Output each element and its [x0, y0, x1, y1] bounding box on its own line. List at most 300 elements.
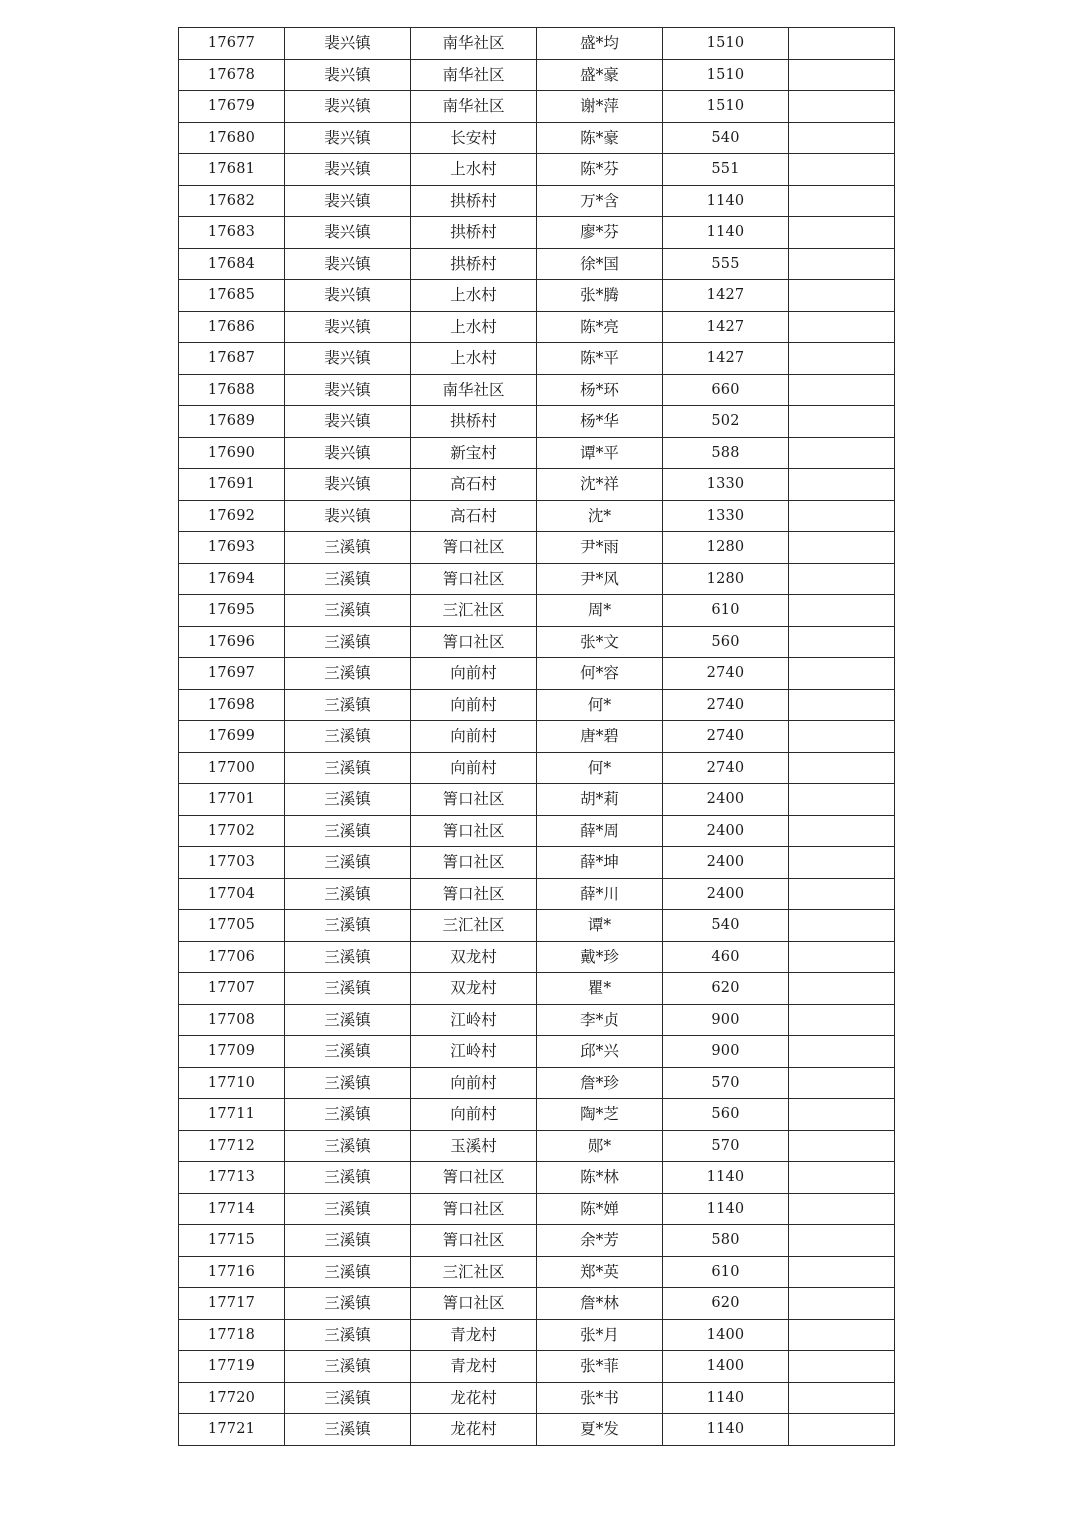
- amount-cell: 2740: [663, 689, 789, 721]
- town-cell: 裴兴镇: [285, 185, 411, 217]
- name-cell: 陈*豪: [537, 122, 663, 154]
- name-cell: 杨*华: [537, 406, 663, 438]
- serial-number-cell: 17719: [179, 1351, 285, 1383]
- note-cell: [789, 217, 895, 249]
- town-cell: 三溪镇: [285, 658, 411, 690]
- serial-number-cell: 17678: [179, 59, 285, 91]
- name-cell: 郑*英: [537, 1256, 663, 1288]
- note-cell: [789, 1004, 895, 1036]
- table-row: [179, 154, 895, 186]
- village-cell: 青龙村: [411, 1319, 537, 1351]
- serial-number-cell: 17709: [179, 1036, 285, 1068]
- serial-number-cell: 17693: [179, 532, 285, 564]
- table-row: [179, 1319, 895, 1351]
- name-cell: 何*: [537, 752, 663, 784]
- serial-number-cell: 17695: [179, 595, 285, 627]
- amount-cell: 2400: [663, 847, 789, 879]
- name-cell: 陶*芝: [537, 1099, 663, 1131]
- table-row: [179, 1351, 895, 1383]
- serial-number-cell: 17706: [179, 941, 285, 973]
- table-row: [179, 1004, 895, 1036]
- note-cell: [789, 248, 895, 280]
- town-cell: 三溪镇: [285, 1319, 411, 1351]
- town-cell: 三溪镇: [285, 815, 411, 847]
- note-cell: [789, 1099, 895, 1131]
- amount-cell: 610: [663, 1256, 789, 1288]
- village-cell: 向前村: [411, 752, 537, 784]
- table-row: [179, 185, 895, 217]
- name-cell: 薛*周: [537, 815, 663, 847]
- note-cell: [789, 1288, 895, 1320]
- serial-number-cell: 17713: [179, 1162, 285, 1194]
- town-cell: 三溪镇: [285, 1193, 411, 1225]
- village-cell: 箐口社区: [411, 847, 537, 879]
- village-cell: 双龙村: [411, 941, 537, 973]
- amount-cell: 2740: [663, 658, 789, 690]
- serial-number-cell: 17684: [179, 248, 285, 280]
- town-cell: 裴兴镇: [285, 437, 411, 469]
- amount-cell: 620: [663, 1288, 789, 1320]
- table-row: [179, 941, 895, 973]
- town-cell: 裴兴镇: [285, 28, 411, 60]
- town-cell: 裴兴镇: [285, 122, 411, 154]
- serial-number-cell: 17717: [179, 1288, 285, 1320]
- note-cell: [789, 1319, 895, 1351]
- amount-cell: 580: [663, 1225, 789, 1257]
- serial-number-cell: 17710: [179, 1067, 285, 1099]
- table-row: [179, 1382, 895, 1414]
- serial-number-cell: 17698: [179, 689, 285, 721]
- town-cell: 三溪镇: [285, 1351, 411, 1383]
- village-cell: 高石村: [411, 469, 537, 501]
- amount-cell: 1140: [663, 185, 789, 217]
- name-cell: 盛*均: [537, 28, 663, 60]
- note-cell: [789, 469, 895, 501]
- table-row: [179, 815, 895, 847]
- table-row: [179, 469, 895, 501]
- name-cell: 尹*雨: [537, 532, 663, 564]
- note-cell: [789, 1193, 895, 1225]
- table-row: [179, 248, 895, 280]
- village-cell: 三汇社区: [411, 910, 537, 942]
- village-cell: 向前村: [411, 658, 537, 690]
- town-cell: 裴兴镇: [285, 217, 411, 249]
- table-row: [179, 343, 895, 375]
- name-cell: 詹*林: [537, 1288, 663, 1320]
- serial-number-cell: 17688: [179, 374, 285, 406]
- village-cell: 箐口社区: [411, 563, 537, 595]
- village-cell: 拱桥村: [411, 217, 537, 249]
- town-cell: 三溪镇: [285, 689, 411, 721]
- town-cell: 三溪镇: [285, 721, 411, 753]
- table-row: [179, 1036, 895, 1068]
- amount-cell: 1427: [663, 311, 789, 343]
- amount-cell: 555: [663, 248, 789, 280]
- note-cell: [789, 154, 895, 186]
- serial-number-cell: 17712: [179, 1130, 285, 1162]
- amount-cell: 1510: [663, 28, 789, 60]
- village-cell: 玉溪村: [411, 1130, 537, 1162]
- serial-number-cell: 17686: [179, 311, 285, 343]
- serial-number-cell: 17692: [179, 500, 285, 532]
- note-cell: [789, 910, 895, 942]
- name-cell: 夏*发: [537, 1414, 663, 1446]
- serial-number-cell: 17694: [179, 563, 285, 595]
- amount-cell: 1330: [663, 469, 789, 501]
- serial-number-cell: 17716: [179, 1256, 285, 1288]
- town-cell: 三溪镇: [285, 910, 411, 942]
- village-cell: 三汇社区: [411, 1256, 537, 1288]
- amount-cell: 1140: [663, 217, 789, 249]
- village-cell: 龙花村: [411, 1414, 537, 1446]
- town-cell: 三溪镇: [285, 847, 411, 879]
- note-cell: [789, 1414, 895, 1446]
- amount-cell: 460: [663, 941, 789, 973]
- table-row: [179, 280, 895, 312]
- amount-cell: 1140: [663, 1414, 789, 1446]
- village-cell: 南华社区: [411, 59, 537, 91]
- table-row: [179, 973, 895, 1005]
- note-cell: [789, 406, 895, 438]
- village-cell: 箐口社区: [411, 1162, 537, 1194]
- amount-cell: 570: [663, 1067, 789, 1099]
- table-row: [179, 311, 895, 343]
- name-cell: 詹*珍: [537, 1067, 663, 1099]
- note-cell: [789, 1256, 895, 1288]
- town-cell: 裴兴镇: [285, 91, 411, 123]
- note-cell: [789, 185, 895, 217]
- town-cell: 三溪镇: [285, 1130, 411, 1162]
- note-cell: [789, 374, 895, 406]
- note-cell: [789, 689, 895, 721]
- town-cell: 裴兴镇: [285, 311, 411, 343]
- name-cell: 张*月: [537, 1319, 663, 1351]
- note-cell: [789, 1162, 895, 1194]
- name-cell: 唐*碧: [537, 721, 663, 753]
- table-row: [179, 878, 895, 910]
- note-cell: [789, 1382, 895, 1414]
- note-cell: [789, 626, 895, 658]
- amount-cell: 560: [663, 626, 789, 658]
- table-row: [179, 1193, 895, 1225]
- name-cell: 陈*婵: [537, 1193, 663, 1225]
- table-row: [179, 847, 895, 879]
- amount-cell: 1280: [663, 563, 789, 595]
- serial-number-cell: 17701: [179, 784, 285, 816]
- village-cell: 江岭村: [411, 1004, 537, 1036]
- name-cell: 谭*平: [537, 437, 663, 469]
- town-cell: 三溪镇: [285, 1414, 411, 1446]
- village-cell: 上水村: [411, 154, 537, 186]
- serial-number-cell: 17690: [179, 437, 285, 469]
- table-row: [179, 1067, 895, 1099]
- amount-cell: 551: [663, 154, 789, 186]
- name-cell: 陈*芬: [537, 154, 663, 186]
- amount-cell: 560: [663, 1099, 789, 1131]
- name-cell: 张*菲: [537, 1351, 663, 1383]
- town-cell: 三溪镇: [285, 973, 411, 1005]
- village-cell: 箐口社区: [411, 1193, 537, 1225]
- amount-cell: 1280: [663, 532, 789, 564]
- table-row: [179, 122, 895, 154]
- name-cell: 陈*林: [537, 1162, 663, 1194]
- table-row: [179, 28, 895, 60]
- name-cell: 谭*: [537, 910, 663, 942]
- serial-number-cell: 17689: [179, 406, 285, 438]
- serial-number-cell: 17687: [179, 343, 285, 375]
- name-cell: 张*文: [537, 626, 663, 658]
- amount-cell: 660: [663, 374, 789, 406]
- serial-number-cell: 17696: [179, 626, 285, 658]
- note-cell: [789, 500, 895, 532]
- amount-cell: 2400: [663, 815, 789, 847]
- note-cell: [789, 280, 895, 312]
- note-cell: [789, 941, 895, 973]
- note-cell: [789, 28, 895, 60]
- note-cell: [789, 1067, 895, 1099]
- serial-number-cell: 17682: [179, 185, 285, 217]
- name-cell: 盛*豪: [537, 59, 663, 91]
- amount-cell: 2400: [663, 784, 789, 816]
- town-cell: 三溪镇: [285, 563, 411, 595]
- amount-cell: 1427: [663, 343, 789, 375]
- amount-cell: 900: [663, 1036, 789, 1068]
- name-cell: 沈*祥: [537, 469, 663, 501]
- village-cell: 上水村: [411, 280, 537, 312]
- village-cell: 向前村: [411, 1099, 537, 1131]
- note-cell: [789, 437, 895, 469]
- town-cell: 裴兴镇: [285, 500, 411, 532]
- village-cell: 箐口社区: [411, 878, 537, 910]
- amount-cell: 2740: [663, 721, 789, 753]
- table-row: [179, 595, 895, 627]
- village-cell: 上水村: [411, 311, 537, 343]
- village-cell: 箐口社区: [411, 815, 537, 847]
- serial-number-cell: 17683: [179, 217, 285, 249]
- town-cell: 三溪镇: [285, 1004, 411, 1036]
- name-cell: 张*腾: [537, 280, 663, 312]
- town-cell: 裴兴镇: [285, 374, 411, 406]
- name-cell: 沈*: [537, 500, 663, 532]
- serial-number-cell: 17699: [179, 721, 285, 753]
- note-cell: [789, 563, 895, 595]
- village-cell: 江岭村: [411, 1036, 537, 1068]
- serial-number-cell: 17715: [179, 1225, 285, 1257]
- serial-number-cell: 17707: [179, 973, 285, 1005]
- note-cell: [789, 878, 895, 910]
- table-row: [179, 1162, 895, 1194]
- name-cell: 瞿*: [537, 973, 663, 1005]
- amount-cell: 1400: [663, 1319, 789, 1351]
- town-cell: 三溪镇: [285, 532, 411, 564]
- name-cell: 余*芳: [537, 1225, 663, 1257]
- table-row: [179, 1225, 895, 1257]
- serial-number-cell: 17714: [179, 1193, 285, 1225]
- town-cell: 三溪镇: [285, 1382, 411, 1414]
- amount-cell: 620: [663, 973, 789, 1005]
- amount-cell: 1140: [663, 1162, 789, 1194]
- town-cell: 三溪镇: [285, 1067, 411, 1099]
- note-cell: [789, 59, 895, 91]
- village-cell: 向前村: [411, 1067, 537, 1099]
- table-row: [179, 689, 895, 721]
- village-cell: 箐口社区: [411, 626, 537, 658]
- name-cell: 薛*坤: [537, 847, 663, 879]
- town-cell: 裴兴镇: [285, 406, 411, 438]
- note-cell: [789, 1130, 895, 1162]
- village-cell: 上水村: [411, 343, 537, 375]
- serial-number-cell: 17711: [179, 1099, 285, 1131]
- amount-cell: 1140: [663, 1382, 789, 1414]
- town-cell: 三溪镇: [285, 784, 411, 816]
- table-row: [179, 59, 895, 91]
- name-cell: 尹*风: [537, 563, 663, 595]
- name-cell: 陈*亮: [537, 311, 663, 343]
- serial-number-cell: 17679: [179, 91, 285, 123]
- name-cell: 万*含: [537, 185, 663, 217]
- town-cell: 三溪镇: [285, 941, 411, 973]
- village-cell: 高石村: [411, 500, 537, 532]
- note-cell: [789, 784, 895, 816]
- village-cell: 拱桥村: [411, 406, 537, 438]
- town-cell: 裴兴镇: [285, 154, 411, 186]
- amount-cell: 570: [663, 1130, 789, 1162]
- serial-number-cell: 17721: [179, 1414, 285, 1446]
- note-cell: [789, 1351, 895, 1383]
- name-cell: 胡*莉: [537, 784, 663, 816]
- note-cell: [789, 752, 895, 784]
- serial-number-cell: 17697: [179, 658, 285, 690]
- amount-cell: 540: [663, 910, 789, 942]
- table-row: [179, 1288, 895, 1320]
- note-cell: [789, 91, 895, 123]
- serial-number-cell: 17718: [179, 1319, 285, 1351]
- town-cell: 三溪镇: [285, 595, 411, 627]
- village-cell: 新宝村: [411, 437, 537, 469]
- town-cell: 三溪镇: [285, 752, 411, 784]
- serial-number-cell: 17720: [179, 1382, 285, 1414]
- town-cell: 三溪镇: [285, 1036, 411, 1068]
- village-cell: 箐口社区: [411, 1288, 537, 1320]
- note-cell: [789, 973, 895, 1005]
- village-cell: 南华社区: [411, 91, 537, 123]
- village-cell: 南华社区: [411, 374, 537, 406]
- village-cell: 向前村: [411, 689, 537, 721]
- amount-cell: 900: [663, 1004, 789, 1036]
- name-cell: 何*容: [537, 658, 663, 690]
- table-row: [179, 563, 895, 595]
- amount-cell: 502: [663, 406, 789, 438]
- serial-number-cell: 17700: [179, 752, 285, 784]
- note-cell: [789, 847, 895, 879]
- table-row: [179, 500, 895, 532]
- town-cell: 三溪镇: [285, 1225, 411, 1257]
- table-row: [179, 532, 895, 564]
- table-row: [179, 374, 895, 406]
- table-row: [179, 784, 895, 816]
- village-cell: 青龙村: [411, 1351, 537, 1383]
- name-cell: 谢*萍: [537, 91, 663, 123]
- name-cell: 郧*: [537, 1130, 663, 1162]
- table-row: [179, 1414, 895, 1446]
- village-cell: 拱桥村: [411, 248, 537, 280]
- table-row: [179, 1130, 895, 1162]
- amount-cell: 1330: [663, 500, 789, 532]
- village-cell: 南华社区: [411, 28, 537, 60]
- note-cell: [789, 1036, 895, 1068]
- village-cell: 长安村: [411, 122, 537, 154]
- village-cell: 箐口社区: [411, 1225, 537, 1257]
- serial-number-cell: 17680: [179, 122, 285, 154]
- town-cell: 裴兴镇: [285, 248, 411, 280]
- village-cell: 箐口社区: [411, 532, 537, 564]
- data-table: [178, 27, 895, 1446]
- town-cell: 裴兴镇: [285, 280, 411, 312]
- village-cell: 箐口社区: [411, 784, 537, 816]
- name-cell: 陈*平: [537, 343, 663, 375]
- table-row: [179, 752, 895, 784]
- village-cell: 拱桥村: [411, 185, 537, 217]
- serial-number-cell: 17705: [179, 910, 285, 942]
- name-cell: 邱*兴: [537, 1036, 663, 1068]
- town-cell: 裴兴镇: [285, 469, 411, 501]
- table-row: [179, 91, 895, 123]
- serial-number-cell: 17685: [179, 280, 285, 312]
- note-cell: [789, 658, 895, 690]
- table-row: [179, 406, 895, 438]
- town-cell: 三溪镇: [285, 1162, 411, 1194]
- table-row: [179, 910, 895, 942]
- town-cell: 三溪镇: [285, 878, 411, 910]
- table-row: [179, 437, 895, 469]
- note-cell: [789, 1225, 895, 1257]
- name-cell: 杨*环: [537, 374, 663, 406]
- amount-cell: 588: [663, 437, 789, 469]
- serial-number-cell: 17702: [179, 815, 285, 847]
- town-cell: 三溪镇: [285, 1288, 411, 1320]
- town-cell: 三溪镇: [285, 1099, 411, 1131]
- name-cell: 李*贞: [537, 1004, 663, 1036]
- table-row: [179, 658, 895, 690]
- table-body: [179, 28, 895, 1446]
- name-cell: 张*书: [537, 1382, 663, 1414]
- amount-cell: 610: [663, 595, 789, 627]
- name-cell: 廖*芬: [537, 217, 663, 249]
- town-cell: 裴兴镇: [285, 343, 411, 375]
- note-cell: [789, 122, 895, 154]
- table-row: [179, 1099, 895, 1131]
- table-row: [179, 1256, 895, 1288]
- town-cell: 三溪镇: [285, 626, 411, 658]
- town-cell: 三溪镇: [285, 1256, 411, 1288]
- serial-number-cell: 17681: [179, 154, 285, 186]
- village-cell: 龙花村: [411, 1382, 537, 1414]
- amount-cell: 1140: [663, 1193, 789, 1225]
- serial-number-cell: 17677: [179, 28, 285, 60]
- note-cell: [789, 595, 895, 627]
- amount-cell: 2740: [663, 752, 789, 784]
- town-cell: 裴兴镇: [285, 59, 411, 91]
- amount-cell: 2400: [663, 878, 789, 910]
- table-row: [179, 626, 895, 658]
- name-cell: 周*: [537, 595, 663, 627]
- amount-cell: 1510: [663, 91, 789, 123]
- name-cell: 何*: [537, 689, 663, 721]
- name-cell: 薛*川: [537, 878, 663, 910]
- amount-cell: 1510: [663, 59, 789, 91]
- serial-number-cell: 17703: [179, 847, 285, 879]
- name-cell: 戴*珍: [537, 941, 663, 973]
